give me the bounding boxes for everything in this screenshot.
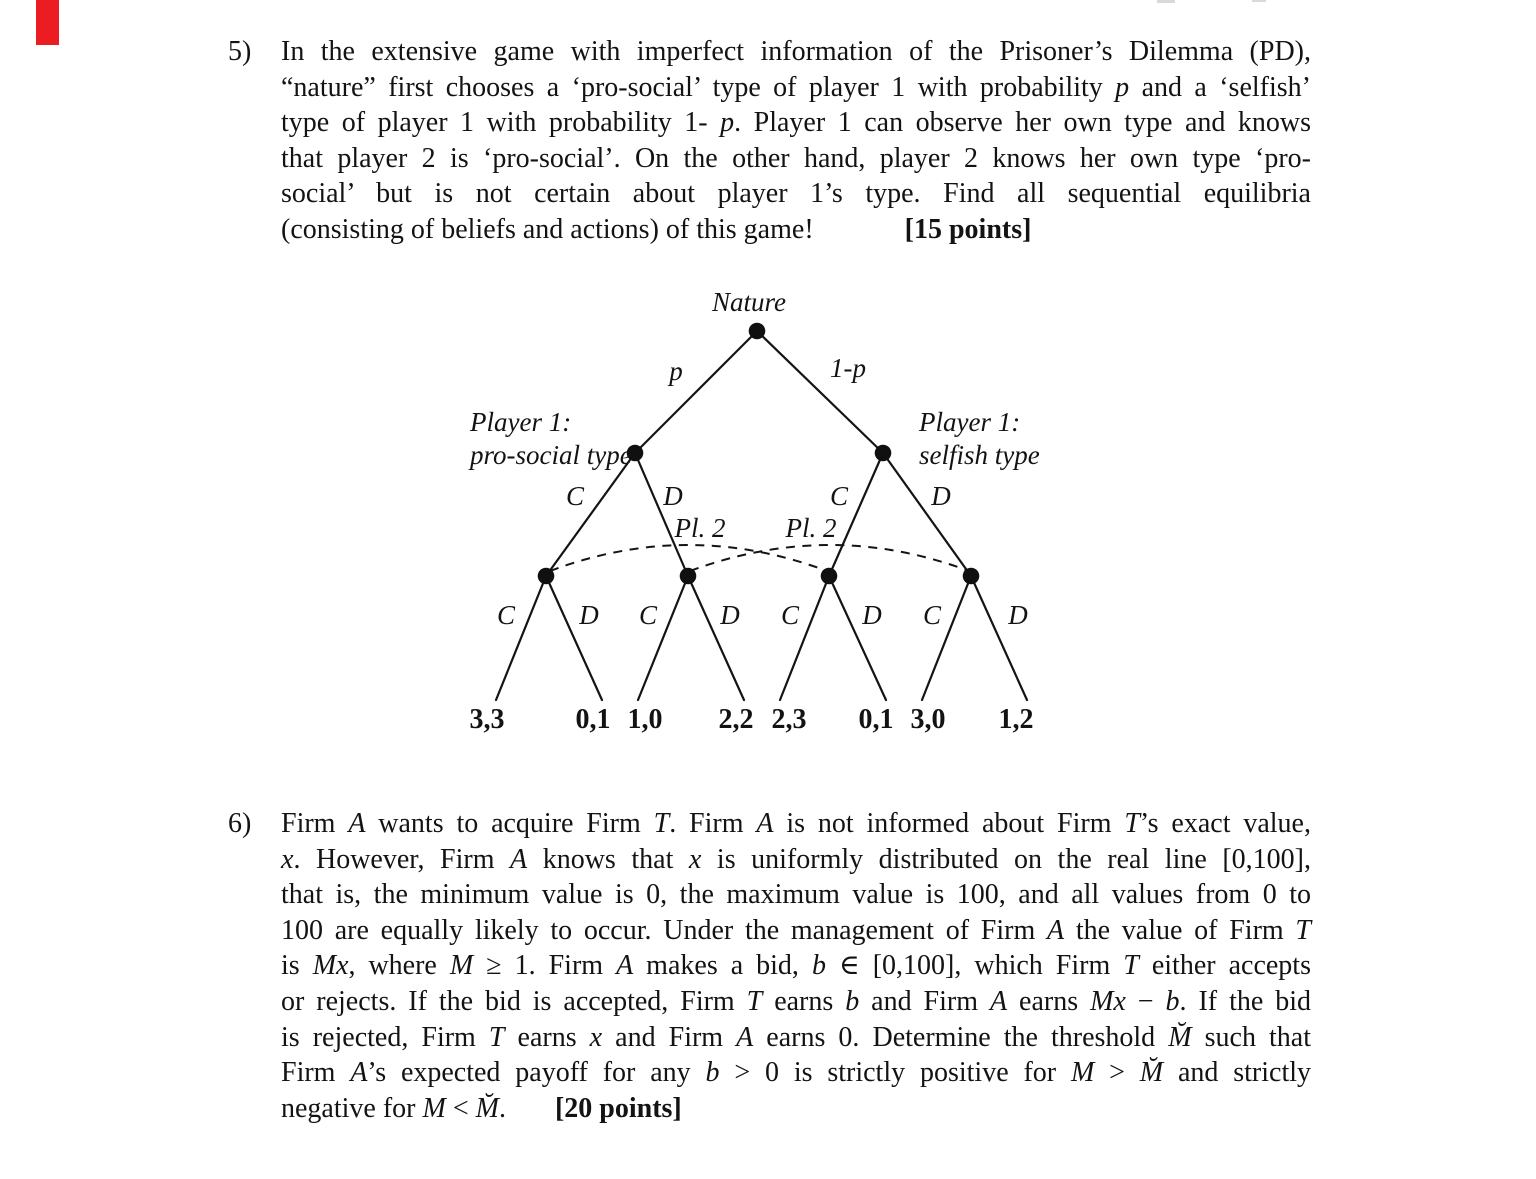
player1-selfish-label-line2: selfish type [919, 440, 1040, 470]
text-line: social’ but is not certain about player 1’s type. Find all sequential equilibria [281, 178, 1311, 210]
scan-artifact [1252, 0, 1266, 2]
text-line: is rejected, Firm T earns x and Firm A earns 0. Determine the threshold M̆ such that [281, 1021, 1311, 1053]
branch-label-d: D [1008, 600, 1028, 630]
game-tree-diagram [440, 285, 1112, 745]
tree-node [749, 323, 766, 340]
payoff-value: 3,0 [910, 704, 946, 735]
tree-label-nature: Nature [712, 287, 786, 317]
player2-label-left: Pl. 2 [674, 513, 726, 543]
player1-selfish-label-line1: Player 1: [919, 407, 1021, 437]
red-edge-mark [36, 0, 59, 45]
branch-label-c: C [780, 600, 800, 630]
player1-prosocial-label-line2: pro-social type [470, 440, 632, 470]
question-6-text [281, 806, 1311, 1126]
payoff-value: 0,1 [858, 704, 894, 735]
text-line: Firm A wants to acquire Firm T. Firm A is not informed about Firm T’s exact value, [281, 808, 1311, 839]
branch-label-c: C [565, 481, 585, 511]
scan-artifact [1157, 0, 1175, 3]
question-5-text [281, 34, 1311, 248]
question-5-number: 5) [228, 36, 252, 67]
payoff-value: 2,2 [718, 704, 754, 735]
text-line: negative for M < M̆. [20 points] [281, 1092, 682, 1124]
branch-label-d: D [579, 600, 599, 630]
tree-node [680, 568, 697, 585]
payoff-value: 0,1 [575, 704, 611, 735]
payoff-value: 3,3 [469, 704, 505, 735]
text-line: “nature” first chooses a ‘pro-social’ type of player 1 with probability p and a ‘selfish’ [281, 71, 1311, 103]
tree-node [821, 568, 838, 585]
text-line: 100 are equally likely to occur. Under the management of Firm A the value of Firm T [281, 914, 1311, 946]
player1-prosocial-label-line1: Player 1: [470, 407, 572, 437]
text-line: is Mx, where M ≥ 1. Firm A makes a bid, b ∈ [0,100], which Firm T either accepts [281, 950, 1311, 982]
branch-label-1-p: 1-p [830, 353, 866, 383]
text-line: that player 2 is ‘pro-social’. On the other hand, player 2 knows her own type ‘pro- [281, 142, 1311, 174]
tree-node [538, 568, 555, 585]
text-line: that is, the minimum value is 0, the maximum value is 100, and all values from 0 to [281, 879, 1311, 911]
branch-label-c: C [638, 600, 658, 630]
payoff-value: 2,3 [771, 704, 807, 735]
branch-label-c: C [496, 600, 516, 630]
text-line: x. However, Firm A knows that x is uniformly distributed on the real line [0,100], [281, 843, 1311, 875]
branch-label-c: C [922, 600, 942, 630]
text-line: In the extensive game with imperfect information of the Prisoner’s Dilemma (PD), [281, 36, 1311, 67]
question-6-number: 6) [228, 808, 252, 839]
player2-label-right: Pl. 2 [785, 513, 837, 543]
tree-node [963, 568, 980, 585]
tree-node [875, 445, 892, 462]
branch-label-d: D [720, 600, 740, 630]
branch-label-c: C [829, 481, 849, 511]
payoff-value: 1,0 [627, 704, 663, 735]
branch-label-p: p [669, 356, 683, 386]
text-line: Firm A’s expected payoff for any b > 0 is strictly positive for M > M̆ and strictly [281, 1057, 1312, 1089]
text-line: (consisting of beliefs and actions) of this game! [15 points] [281, 213, 1032, 245]
branch-label-d: D [663, 481, 683, 511]
text-line: or rejects. If the bid is accepted, Firm T earns b and Firm A earns Mx − b. If the bid [281, 985, 1312, 1017]
branch-label-d: D [862, 600, 882, 630]
information-set-arcs [550, 545, 969, 571]
information-set-arc [690, 545, 969, 571]
branch-label-d: D [931, 481, 951, 511]
information-set-arc [550, 545, 827, 571]
payoff-value: 1,2 [998, 704, 1034, 735]
tree-edges [496, 331, 1027, 700]
text-line: type of player 1 with probability 1- p. Player 1 can observe her own type and knows [281, 107, 1312, 139]
